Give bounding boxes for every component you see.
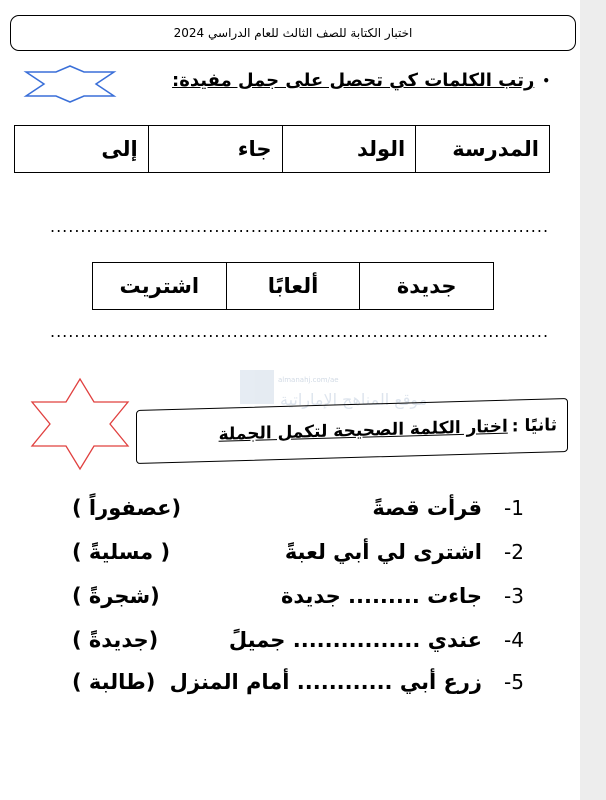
- question-text: عندي ................ جميلً: [228, 628, 482, 652]
- question-option: (عصفوراً ): [72, 496, 182, 520]
- page-title: اختبار الكتابة للصف الثالث للعام الدراسي 2024: [173, 26, 413, 40]
- word-table-1: [14, 125, 550, 173]
- answer-line-2: ..................................................................................: [50, 324, 550, 340]
- question-row: [72, 490, 540, 526]
- section1-instruction-text: رتب الكلمات كي تحصل على جمل مفيدة:: [172, 70, 535, 91]
- section2-banner: [136, 398, 568, 464]
- question-number: -1: [504, 496, 524, 520]
- question-number: -5: [504, 670, 524, 694]
- question-row: [72, 578, 540, 614]
- bullet: •: [542, 73, 550, 88]
- question-text: اشترى لي أبي لعبةً: [284, 540, 482, 564]
- question-row: [72, 664, 540, 700]
- answer-line-1: ..................................................................................: [50, 219, 550, 235]
- word-cell: اشتريت: [93, 263, 227, 310]
- question-text: قرأت قصةً: [372, 496, 482, 520]
- word-cell: إلى: [15, 126, 149, 173]
- watermark: [240, 370, 428, 409]
- section1-instruction: [172, 70, 550, 91]
- word-cell: الولد: [282, 126, 416, 173]
- question-text: زرع أبي ............ أمام المنزل: [169, 670, 482, 694]
- word-cell: جاء: [148, 126, 282, 173]
- question-option: ( مسليةً ): [72, 540, 171, 564]
- section2-number: ثانيًا :: [511, 415, 557, 437]
- word-cell: ألعابًا: [226, 263, 360, 310]
- red-star-decoration-icon: [28, 376, 132, 472]
- section2-instruction: اختار الكلمة الصحيحة لتكمل الجملة: [218, 416, 508, 445]
- question-option: (طالبة ): [72, 670, 156, 694]
- word-cell: المدرسة: [416, 126, 550, 173]
- page-edge: [580, 0, 606, 800]
- watermark-url: almanahj.com/ae: [278, 376, 339, 384]
- blue-star-decoration-icon: [22, 64, 118, 104]
- question-number: -2: [504, 540, 524, 564]
- header-box: [10, 15, 576, 51]
- watermark-name: موقع المناهج الإماراتية: [280, 390, 428, 409]
- watermark-logo-icon: [240, 370, 274, 404]
- question-number: -4: [504, 628, 524, 652]
- word-cell: جديدة: [360, 263, 494, 310]
- question-option: (شجرةً ): [72, 584, 160, 608]
- question-text: جاءت ......... جديدة: [281, 584, 482, 608]
- question-number: -3: [504, 584, 524, 608]
- question-row: [72, 622, 540, 658]
- question-row: [72, 534, 540, 570]
- question-option: (جديدةً ): [72, 628, 159, 652]
- word-table-2: [92, 262, 494, 310]
